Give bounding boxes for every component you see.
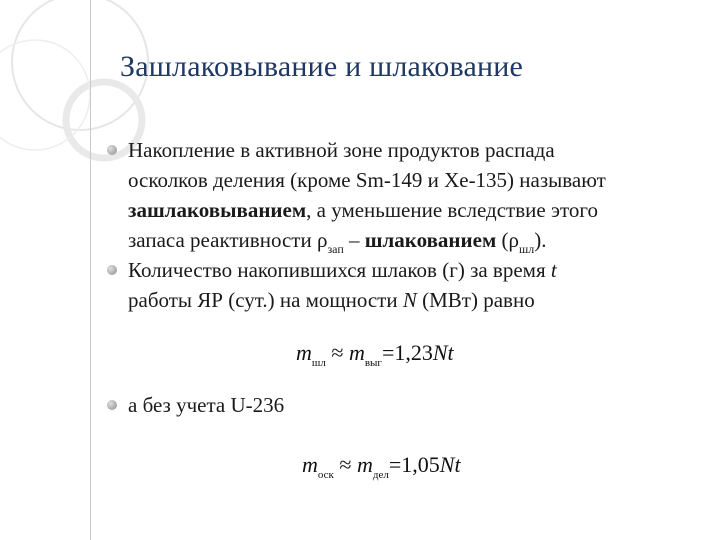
formula-2-m1: m	[302, 452, 318, 477]
bullet-2-line-1-text: Количество накопившихся шлаков (г) за время	[128, 258, 551, 282]
term-zashlakovyvanie: зашлаковыванием	[128, 198, 307, 222]
bullet-1-line-2: осколков деления (кроме Sm-149 и Xe-135) называют	[128, 168, 606, 192]
formula-2-sub2: дел	[372, 469, 389, 481]
formula-1	[296, 340, 454, 369]
formula-2-eq: =1,05	[388, 452, 440, 477]
bullet-2-line-2-end: (МВт) равно	[416, 288, 535, 312]
bullet-2-text	[128, 255, 698, 315]
rho-subscript-shl: шл	[519, 242, 535, 256]
bullet-1-line-4-a: запаса реактивности ρ	[128, 228, 328, 252]
bullet-icon	[107, 145, 117, 155]
formula-2-approx: ≈	[339, 452, 352, 477]
bullet-1-line-1: Накопление в активной зоне продуктов распада	[128, 138, 555, 162]
bullet-1-line-4-rho: (ρ	[496, 228, 519, 252]
bullet-1-line-3-rest: , а уменьшение вследствие этого	[306, 198, 598, 222]
rho-subscript-zap: зап	[327, 242, 344, 256]
formula-1-var: Nt	[432, 340, 454, 365]
formula-1-approx: ≈	[331, 340, 344, 365]
slide-title: Зашлаковывание и шлакование	[120, 50, 524, 83]
bullet-2-line-2	[128, 285, 698, 315]
formula-2-m2: m	[356, 452, 373, 477]
var-t: t	[550, 258, 557, 282]
term-shlakovanie: шлакованием	[364, 228, 497, 252]
formula-2-sub1: оск	[317, 469, 334, 481]
formula-1-eq: =1,23	[381, 340, 433, 365]
bullet-2-line-2-text: работы ЯР (сут.) на мощности	[128, 288, 403, 312]
formula-1-m2: m	[348, 340, 365, 365]
vertical-divider	[90, 0, 91, 540]
bullet-1-text	[128, 135, 698, 264]
formula-1-sub1: шл	[311, 357, 326, 369]
bullet-2-line-1	[128, 255, 698, 285]
bullet-1-line-4-dash: –	[343, 228, 365, 252]
var-N: N	[402, 288, 417, 312]
bullet-1-line-3	[128, 195, 698, 225]
formula-2	[302, 452, 461, 481]
bullet-icon	[107, 265, 117, 275]
bullet-1-line-4-end: ).	[534, 228, 547, 252]
bullet-icon	[107, 400, 117, 410]
formula-2-var: Nt	[439, 452, 461, 477]
bullet-3-text: а без учета U-236	[128, 393, 285, 417]
formula-1-m1: m	[296, 340, 312, 365]
formula-1-sub2: выг	[364, 357, 382, 369]
